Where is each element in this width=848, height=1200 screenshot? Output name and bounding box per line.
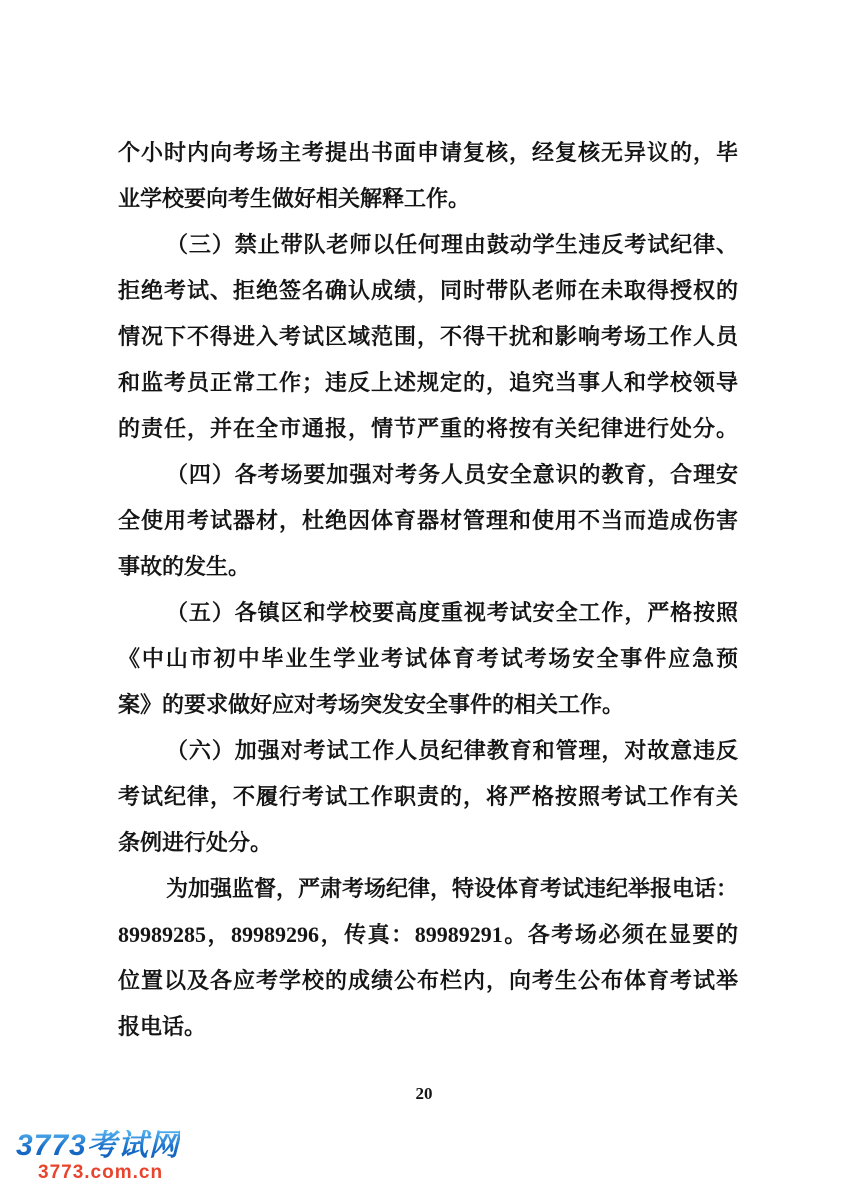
text-line: 报电话。 <box>118 1014 207 1039</box>
site-name-logo-text: 3773考试网 <box>16 1129 180 1162</box>
text-line: （三）禁止带队老师以任何理由鼓动学生违反考试纪律、 <box>166 232 738 257</box>
text-line: 案》的要求做好应对考场突发安全事件的相关工作。 <box>118 692 625 717</box>
text-line: （六）加强对考试工作人员纪律教育和管理，对故意违反 <box>166 738 738 763</box>
text-line: 个小时内向考场主考提出书面申请复核，经复核无异议的，毕 <box>118 140 738 165</box>
text-line: （四）各考场要加强对考务人员安全意识的教育，合理安 <box>166 462 738 487</box>
text-line: 全使用考试器材，杜绝因体育器材管理和使用不当而造成伤害 <box>118 508 738 533</box>
text-line: 拒绝考试、拒绝签名确认成绩，同时带队老师在未取得授权的 <box>118 278 738 303</box>
text-line: 的责任，并在全市通报，情节严重的将按有关纪律进行处分。 <box>118 416 738 441</box>
site-url-logo-text: 3773.com.cn <box>38 1162 164 1183</box>
text-line: 业学校要向考生做好相关解释工作。 <box>118 186 471 211</box>
text-line: 考试纪律，不履行考试工作职责的，将严格按照考试工作有关 <box>118 784 738 809</box>
page-number: 20 <box>415 1084 433 1103</box>
text-line: 89989285，89989296，传真：89989291。各考场必须在显要的 <box>118 922 738 947</box>
text-line: 和监考员正常工作；违反上述规定的，追究当事人和学校领导 <box>118 370 738 395</box>
site-watermark-logo <box>16 1130 180 1183</box>
text-line: 为加强监督，严肃考场纪律，特设体育考试违纪举报电话： <box>166 876 738 901</box>
text-line: 位置以及各应考学校的成绩公布栏内，向考生公布体育考试举 <box>118 968 738 993</box>
document-body <box>118 130 738 1050</box>
text-line: （五）各镇区和学校要高度重视考试安全工作，严格按照 <box>166 600 738 625</box>
text-line: 情况下不得进入考试区域范围，不得干扰和影响考场工作人员 <box>118 324 738 349</box>
text-line: 事故的发生。 <box>118 554 251 579</box>
text-line: 《中山市初中毕业生学业考试体育考试考场安全事件应急预 <box>118 646 738 671</box>
text-line: 条例进行处分。 <box>118 830 273 855</box>
